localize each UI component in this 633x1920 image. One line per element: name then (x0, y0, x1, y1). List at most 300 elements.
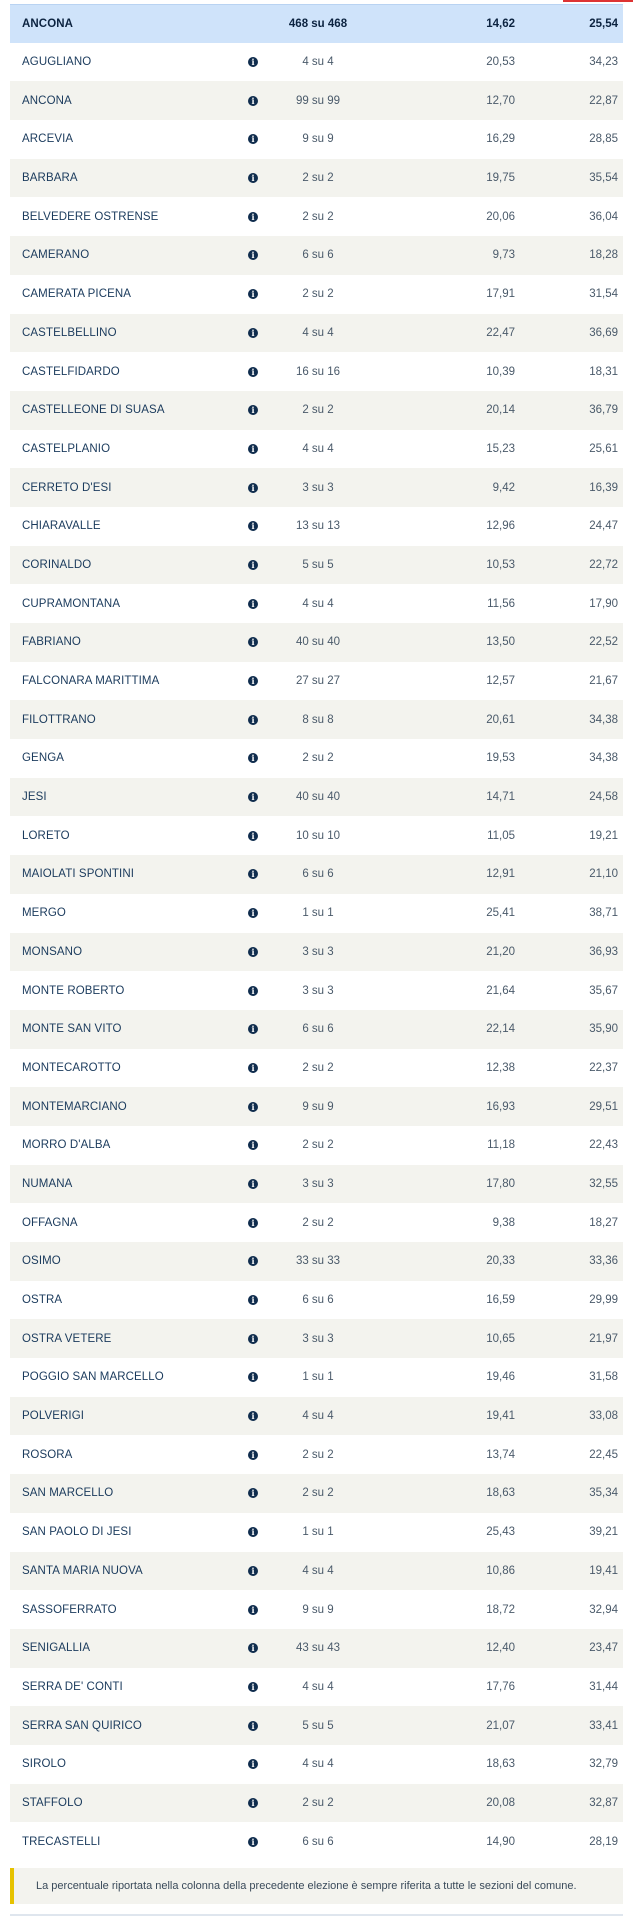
info-cell (238, 1527, 268, 1537)
sezioni-count: 43 su 43 (295, 1642, 341, 1655)
info-icon[interactable]: i (248, 715, 258, 725)
value-current: 18,63 (486, 1487, 515, 1500)
value-previous: 22,45 (589, 1448, 618, 1461)
info-icon[interactable]: i (248, 869, 258, 879)
sezioni-count: 6 su 6 (302, 1023, 334, 1036)
comune-name: OSTRA VETERE (22, 1332, 112, 1345)
table-row (10, 275, 623, 314)
value-current: 20,14 (486, 404, 515, 417)
value-previous: 34,38 (589, 752, 618, 765)
value-current: 16,59 (486, 1294, 515, 1307)
sezioni-count: 27 su 27 (295, 675, 341, 688)
value-previous: 32,55 (589, 1177, 618, 1190)
comune-name: SIROLO (22, 1758, 67, 1771)
value-previous: 29,51 (589, 1100, 618, 1113)
table-row (10, 1552, 623, 1591)
comune-rows (10, 43, 623, 1861)
info-cell (238, 405, 268, 415)
info-icon[interactable]: i (248, 1102, 258, 1112)
value-current: 12,91 (486, 868, 515, 881)
comune-name: OSTRA (22, 1294, 63, 1307)
info-cell (238, 1759, 268, 1769)
info-icon[interactable]: i (248, 637, 258, 647)
value-current: 18,63 (486, 1758, 515, 1771)
sezioni-count: 2 su 2 (302, 1061, 334, 1074)
info-cell (238, 1140, 268, 1150)
value-previous: 31,58 (589, 1371, 618, 1384)
value-current: 12,96 (486, 520, 515, 533)
comune-name: POLVERIGI (22, 1410, 85, 1423)
value-current: 17,80 (486, 1177, 515, 1190)
info-cell (238, 792, 268, 802)
info-cell (238, 831, 268, 841)
info-cell (238, 1450, 268, 1460)
comune-name: TRECASTELLI (22, 1835, 101, 1848)
table-row (10, 391, 623, 430)
value-previous: 36,79 (589, 404, 618, 417)
info-cell (238, 1179, 268, 1189)
sezioni-count: 5 su 5 (302, 1719, 334, 1732)
table-row (10, 1358, 623, 1397)
sezioni-count: 2 su 2 (302, 1796, 334, 1809)
info-icon[interactable]: i (248, 1372, 258, 1382)
value-current: 19,46 (486, 1371, 515, 1384)
value-previous: 34,38 (589, 713, 618, 726)
sezioni-count: 3 su 3 (302, 984, 334, 997)
value-current: 21,07 (486, 1719, 515, 1732)
value-previous: 18,27 (589, 1216, 618, 1229)
info-cell (238, 869, 268, 879)
info-icon[interactable]: i (248, 753, 258, 763)
value-previous: 23,47 (589, 1642, 618, 1655)
table-row (10, 855, 623, 894)
value-current: 9,73 (492, 249, 515, 262)
sezioni-count: 9 su 9 (302, 1100, 334, 1113)
comune-name: FABRIANO (22, 636, 81, 649)
value-current: 13,50 (486, 636, 515, 649)
sezioni-count: 4 su 4 (302, 326, 334, 339)
value-current: 25,43 (486, 1526, 515, 1539)
sezioni-count: 1 su 1 (302, 1371, 334, 1384)
value-current: 12,38 (486, 1061, 515, 1074)
comune-name: SERRA DE' CONTI (22, 1680, 123, 1693)
value-previous: 19,41 (589, 1564, 618, 1577)
value-current: 19,53 (486, 752, 515, 765)
info-icon[interactable]: i (248, 1605, 258, 1615)
total-sezioni: 468 su 468 (288, 17, 348, 30)
sezioni-count: 5 su 5 (302, 558, 334, 571)
info-icon[interactable]: i (248, 1024, 258, 1034)
comune-name: BELVEDERE OSTRENSE (22, 210, 159, 223)
comune-name: FILOTTRANO (22, 713, 96, 726)
table-row (10, 778, 623, 817)
sezioni-count: 2 su 2 (302, 288, 334, 301)
value-previous: 35,54 (589, 172, 618, 185)
table-row (10, 1435, 623, 1474)
value-current: 10,86 (486, 1564, 515, 1577)
info-cell (238, 1218, 268, 1228)
info-icon[interactable]: i (248, 483, 258, 493)
value-previous: 32,94 (589, 1603, 618, 1616)
value-previous: 18,31 (589, 365, 618, 378)
sezioni-count: 4 su 4 (302, 597, 334, 610)
comune-name: LORETO (22, 829, 70, 842)
sezioni-count: 2 su 2 (302, 1216, 334, 1229)
table-row (10, 1165, 623, 1204)
table-row (10, 700, 623, 739)
info-icon[interactable]: i (248, 1295, 258, 1305)
sezioni-count: 3 su 3 (302, 1177, 334, 1190)
table-row (10, 468, 623, 507)
info-icon[interactable]: i (248, 1837, 258, 1847)
info-cell (238, 1411, 268, 1421)
info-icon[interactable]: i (248, 1798, 258, 1808)
value-previous: 22,72 (589, 558, 618, 571)
value-previous: 16,39 (589, 481, 618, 494)
value-current: 20,53 (486, 56, 515, 69)
sezioni-count: 2 su 2 (302, 404, 334, 417)
value-previous: 35,67 (589, 984, 618, 997)
value-current: 12,70 (486, 94, 515, 107)
value-current: 17,76 (486, 1680, 515, 1693)
sezioni-count: 6 su 6 (302, 249, 334, 262)
info-icon[interactable]: i (248, 96, 258, 106)
table-row (10, 1049, 623, 1088)
value-previous: 36,04 (589, 210, 618, 223)
sezioni-count: 6 su 6 (302, 1294, 334, 1307)
table-row (10, 1474, 623, 1513)
comune-name: SENIGALLIA (22, 1642, 91, 1655)
info-cell (238, 1334, 268, 1344)
value-previous: 35,90 (589, 1023, 618, 1036)
info-cell (238, 947, 268, 957)
sezioni-count: 99 su 99 (295, 94, 341, 107)
info-cell (238, 521, 268, 531)
info-cell (238, 444, 268, 454)
comune-name: CASTELPLANIO (22, 442, 111, 455)
comune-name: AGUGLIANO (22, 56, 92, 69)
comune-name: SASSOFERRATO (22, 1603, 117, 1616)
info-cell (238, 637, 268, 647)
value-previous: 21,97 (589, 1332, 618, 1345)
value-current: 20,61 (486, 713, 515, 726)
table-row (10, 197, 623, 236)
table-row (10, 236, 623, 275)
value-previous: 35,34 (589, 1487, 618, 1500)
comune-name: CORINALDO (22, 558, 92, 571)
info-cell (238, 715, 268, 725)
value-current: 20,33 (486, 1255, 515, 1268)
comune-name: BARBARA (22, 172, 78, 185)
value-current: 21,64 (486, 984, 515, 997)
info-icon[interactable]: i (248, 1256, 258, 1266)
value-previous: 34,23 (589, 56, 618, 69)
info-icon[interactable]: i (248, 444, 258, 454)
info-cell (238, 1488, 268, 1498)
table-row (10, 623, 623, 662)
comune-name: CAMERANO (22, 249, 90, 262)
info-cell (238, 599, 268, 609)
value-previous: 33,41 (589, 1719, 618, 1732)
value-current: 18,72 (486, 1603, 515, 1616)
info-icon[interactable]: i (248, 1682, 258, 1692)
value-previous: 24,47 (589, 520, 618, 533)
footnote-text: La percentuale riportata nella colonna della precedente elezione è sempre riferita a tutte le sezioni del comune. (36, 1880, 577, 1892)
sezioni-count: 4 su 4 (302, 1680, 334, 1693)
value-previous: 29,99 (589, 1294, 618, 1307)
table-row (10, 1822, 623, 1861)
info-cell (238, 173, 268, 183)
total-value-current: 14,62 (486, 17, 515, 30)
value-current: 9,42 (492, 481, 515, 494)
table-row (10, 584, 623, 623)
value-current: 9,38 (492, 1216, 515, 1229)
sezioni-count: 40 su 40 (295, 636, 341, 649)
table-row (10, 1745, 623, 1784)
value-current: 10,65 (486, 1332, 515, 1345)
info-icon[interactable]: i (248, 212, 258, 222)
table-row (10, 120, 623, 159)
table-row (10, 933, 623, 972)
info-icon[interactable]: i (248, 1566, 258, 1576)
value-current: 14,90 (486, 1835, 515, 1848)
value-current: 13,74 (486, 1448, 515, 1461)
sezioni-count: 3 su 3 (302, 481, 334, 494)
value-previous: 31,44 (589, 1680, 618, 1693)
bottom-divider (10, 1914, 623, 1916)
value-previous: 39,21 (589, 1526, 618, 1539)
comune-name: NUMANA (22, 1177, 73, 1190)
comune-name: MONSANO (22, 945, 83, 958)
sezioni-count: 33 su 33 (295, 1255, 341, 1268)
value-previous: 22,43 (589, 1139, 618, 1152)
info-cell (238, 212, 268, 222)
comune-name: CASTELLEONE DI SUASA (22, 404, 165, 417)
table-row (10, 1126, 623, 1165)
total-value-previous: 25,54 (589, 17, 618, 30)
info-icon[interactable]: i (248, 560, 258, 570)
value-current: 10,39 (486, 365, 515, 378)
info-icon[interactable]: i (248, 367, 258, 377)
info-icon[interactable]: i (248, 676, 258, 686)
info-cell (238, 1372, 268, 1382)
total-name: ANCONA (22, 17, 74, 30)
sezioni-count: 4 su 4 (302, 1564, 334, 1577)
table-row (10, 314, 623, 353)
sezioni-count: 6 su 6 (302, 868, 334, 881)
comune-name: CAMERATA PICENA (22, 288, 132, 301)
info-cell (238, 483, 268, 493)
info-icon[interactable]: i (248, 1334, 258, 1344)
comune-name: ARCEVIA (22, 133, 74, 146)
sezioni-count: 2 su 2 (302, 1487, 334, 1500)
table-row (10, 81, 623, 120)
value-current: 12,40 (486, 1642, 515, 1655)
sezioni-count: 1 su 1 (302, 1526, 334, 1539)
info-icon[interactable]: i (248, 250, 258, 260)
info-cell (238, 1682, 268, 1692)
table-row (10, 1319, 623, 1358)
value-current: 14,71 (486, 791, 515, 804)
table-row (10, 1513, 623, 1552)
sezioni-count: 13 su 13 (295, 520, 341, 533)
comune-name: STAFFOLO (22, 1796, 83, 1809)
sezioni-count: 4 su 4 (302, 442, 334, 455)
value-current: 16,93 (486, 1100, 515, 1113)
value-previous: 21,67 (589, 675, 618, 688)
info-icon[interactable]: i (248, 57, 258, 67)
comune-name: JESI (22, 791, 47, 804)
info-cell (238, 1566, 268, 1576)
table-row (10, 1397, 623, 1436)
table-row (10, 159, 623, 198)
comune-name: MONTE ROBERTO (22, 984, 125, 997)
value-current: 21,20 (486, 945, 515, 958)
table-row (10, 662, 623, 701)
sezioni-count: 4 su 4 (302, 1758, 334, 1771)
comune-name: MONTEMARCIANO (22, 1100, 127, 1113)
info-cell (238, 289, 268, 299)
value-previous: 28,19 (589, 1835, 618, 1848)
info-icon[interactable]: i (248, 289, 258, 299)
value-current: 20,08 (486, 1796, 515, 1809)
info-cell (238, 1643, 268, 1653)
value-current: 19,75 (486, 172, 515, 185)
comune-name: MORRO D'ALBA (22, 1139, 111, 1152)
info-icon[interactable]: i (248, 1063, 258, 1073)
value-current: 10,53 (486, 558, 515, 571)
table-row (10, 1281, 623, 1320)
table-row (10, 1010, 623, 1049)
info-cell (238, 367, 268, 377)
value-previous: 19,21 (589, 829, 618, 842)
table-row (10, 1087, 623, 1126)
info-cell (238, 753, 268, 763)
info-icon[interactable]: i (248, 1450, 258, 1460)
value-current: 15,23 (486, 442, 515, 455)
sezioni-count: 2 su 2 (302, 1448, 334, 1461)
info-icon[interactable]: i (248, 1140, 258, 1150)
info-icon[interactable]: i (248, 1218, 258, 1228)
table-row (10, 1706, 623, 1745)
comune-name: CASTELBELLINO (22, 326, 117, 339)
sezioni-count: 4 su 4 (302, 56, 334, 69)
info-icon[interactable]: i (248, 1411, 258, 1421)
table-row (10, 352, 623, 391)
comune-name: OSIMO (22, 1255, 61, 1268)
sezioni-count: 10 su 10 (295, 829, 341, 842)
info-cell (238, 1024, 268, 1034)
value-current: 11,05 (487, 829, 515, 842)
comune-name: SAN MARCELLO (22, 1487, 114, 1500)
sezioni-count: 9 su 9 (302, 1603, 334, 1616)
info-cell (238, 1721, 268, 1731)
sezioni-count: 3 su 3 (302, 945, 334, 958)
value-current: 16,29 (486, 133, 515, 146)
info-icon[interactable]: i (248, 792, 258, 802)
info-icon[interactable]: i (248, 328, 258, 338)
value-previous: 22,87 (589, 94, 618, 107)
info-icon[interactable]: i (248, 1488, 258, 1498)
info-icon[interactable]: i (248, 405, 258, 415)
info-cell (238, 57, 268, 67)
sezioni-count: 40 su 40 (295, 791, 341, 804)
results-table (10, 4, 623, 1861)
comune-name: SAN PAOLO DI JESI (22, 1526, 132, 1539)
comune-name: MONTECAROTTO (22, 1061, 121, 1074)
info-icon[interactable]: i (248, 908, 258, 918)
info-cell (238, 328, 268, 338)
table-row (10, 816, 623, 855)
sezioni-count: 9 su 9 (302, 133, 334, 146)
table-row (10, 546, 623, 585)
sezioni-count: 4 su 4 (302, 1410, 334, 1423)
table-row (10, 1242, 623, 1281)
value-current: 11,18 (487, 1139, 515, 1152)
info-cell (238, 134, 268, 144)
info-icon[interactable]: i (248, 134, 258, 144)
info-cell (238, 1295, 268, 1305)
sezioni-count: 6 su 6 (302, 1835, 334, 1848)
comune-name: OFFAGNA (22, 1216, 78, 1229)
sezioni-count: 8 su 8 (302, 713, 334, 726)
info-icon[interactable]: i (248, 173, 258, 183)
value-current: 11,56 (487, 597, 515, 610)
sezioni-count: 16 su 16 (295, 365, 341, 378)
info-cell (238, 250, 268, 260)
sezioni-count: 3 su 3 (302, 1332, 334, 1345)
value-current: 22,47 (486, 326, 515, 339)
value-previous: 21,10 (589, 868, 618, 881)
table-row (10, 43, 623, 82)
comune-name: SANTA MARIA NUOVA (22, 1564, 143, 1577)
value-previous: 32,87 (589, 1796, 618, 1809)
info-cell (238, 1063, 268, 1073)
info-icon[interactable]: i (248, 831, 258, 841)
value-previous: 36,69 (589, 326, 618, 339)
info-icon[interactable]: i (248, 947, 258, 957)
value-current: 22,14 (486, 1023, 515, 1036)
info-icon[interactable]: i (248, 1759, 258, 1769)
info-icon[interactable]: i (248, 1643, 258, 1653)
comune-name: MONTE SAN VITO (22, 1023, 122, 1036)
info-cell (238, 96, 268, 106)
comune-name: CHIARAVALLE (22, 520, 101, 533)
table-row (10, 1784, 623, 1823)
info-cell (238, 1256, 268, 1266)
info-icon[interactable]: i (248, 599, 258, 609)
comune-name: POGGIO SAN MARCELLO (22, 1371, 164, 1384)
table-row (10, 1629, 623, 1668)
table-row (10, 1668, 623, 1707)
info-icon[interactable]: i (248, 1179, 258, 1189)
info-icon[interactable]: i (248, 521, 258, 531)
info-icon[interactable]: i (248, 1527, 258, 1537)
comune-name: ROSORA (22, 1448, 73, 1461)
footnote (10, 1868, 623, 1904)
value-previous: 22,52 (589, 636, 618, 649)
comune-name: SERRA SAN QUIRICO (22, 1719, 142, 1732)
table-row (10, 1590, 623, 1629)
sezioni-count: 1 su 1 (302, 907, 334, 920)
info-icon[interactable]: i (248, 1721, 258, 1731)
info-cell (238, 986, 268, 996)
info-icon[interactable]: i (248, 986, 258, 996)
sezioni-count: 2 su 2 (302, 172, 334, 185)
info-cell (238, 1798, 268, 1808)
table-row (10, 430, 623, 469)
value-previous: 32,79 (589, 1758, 618, 1771)
